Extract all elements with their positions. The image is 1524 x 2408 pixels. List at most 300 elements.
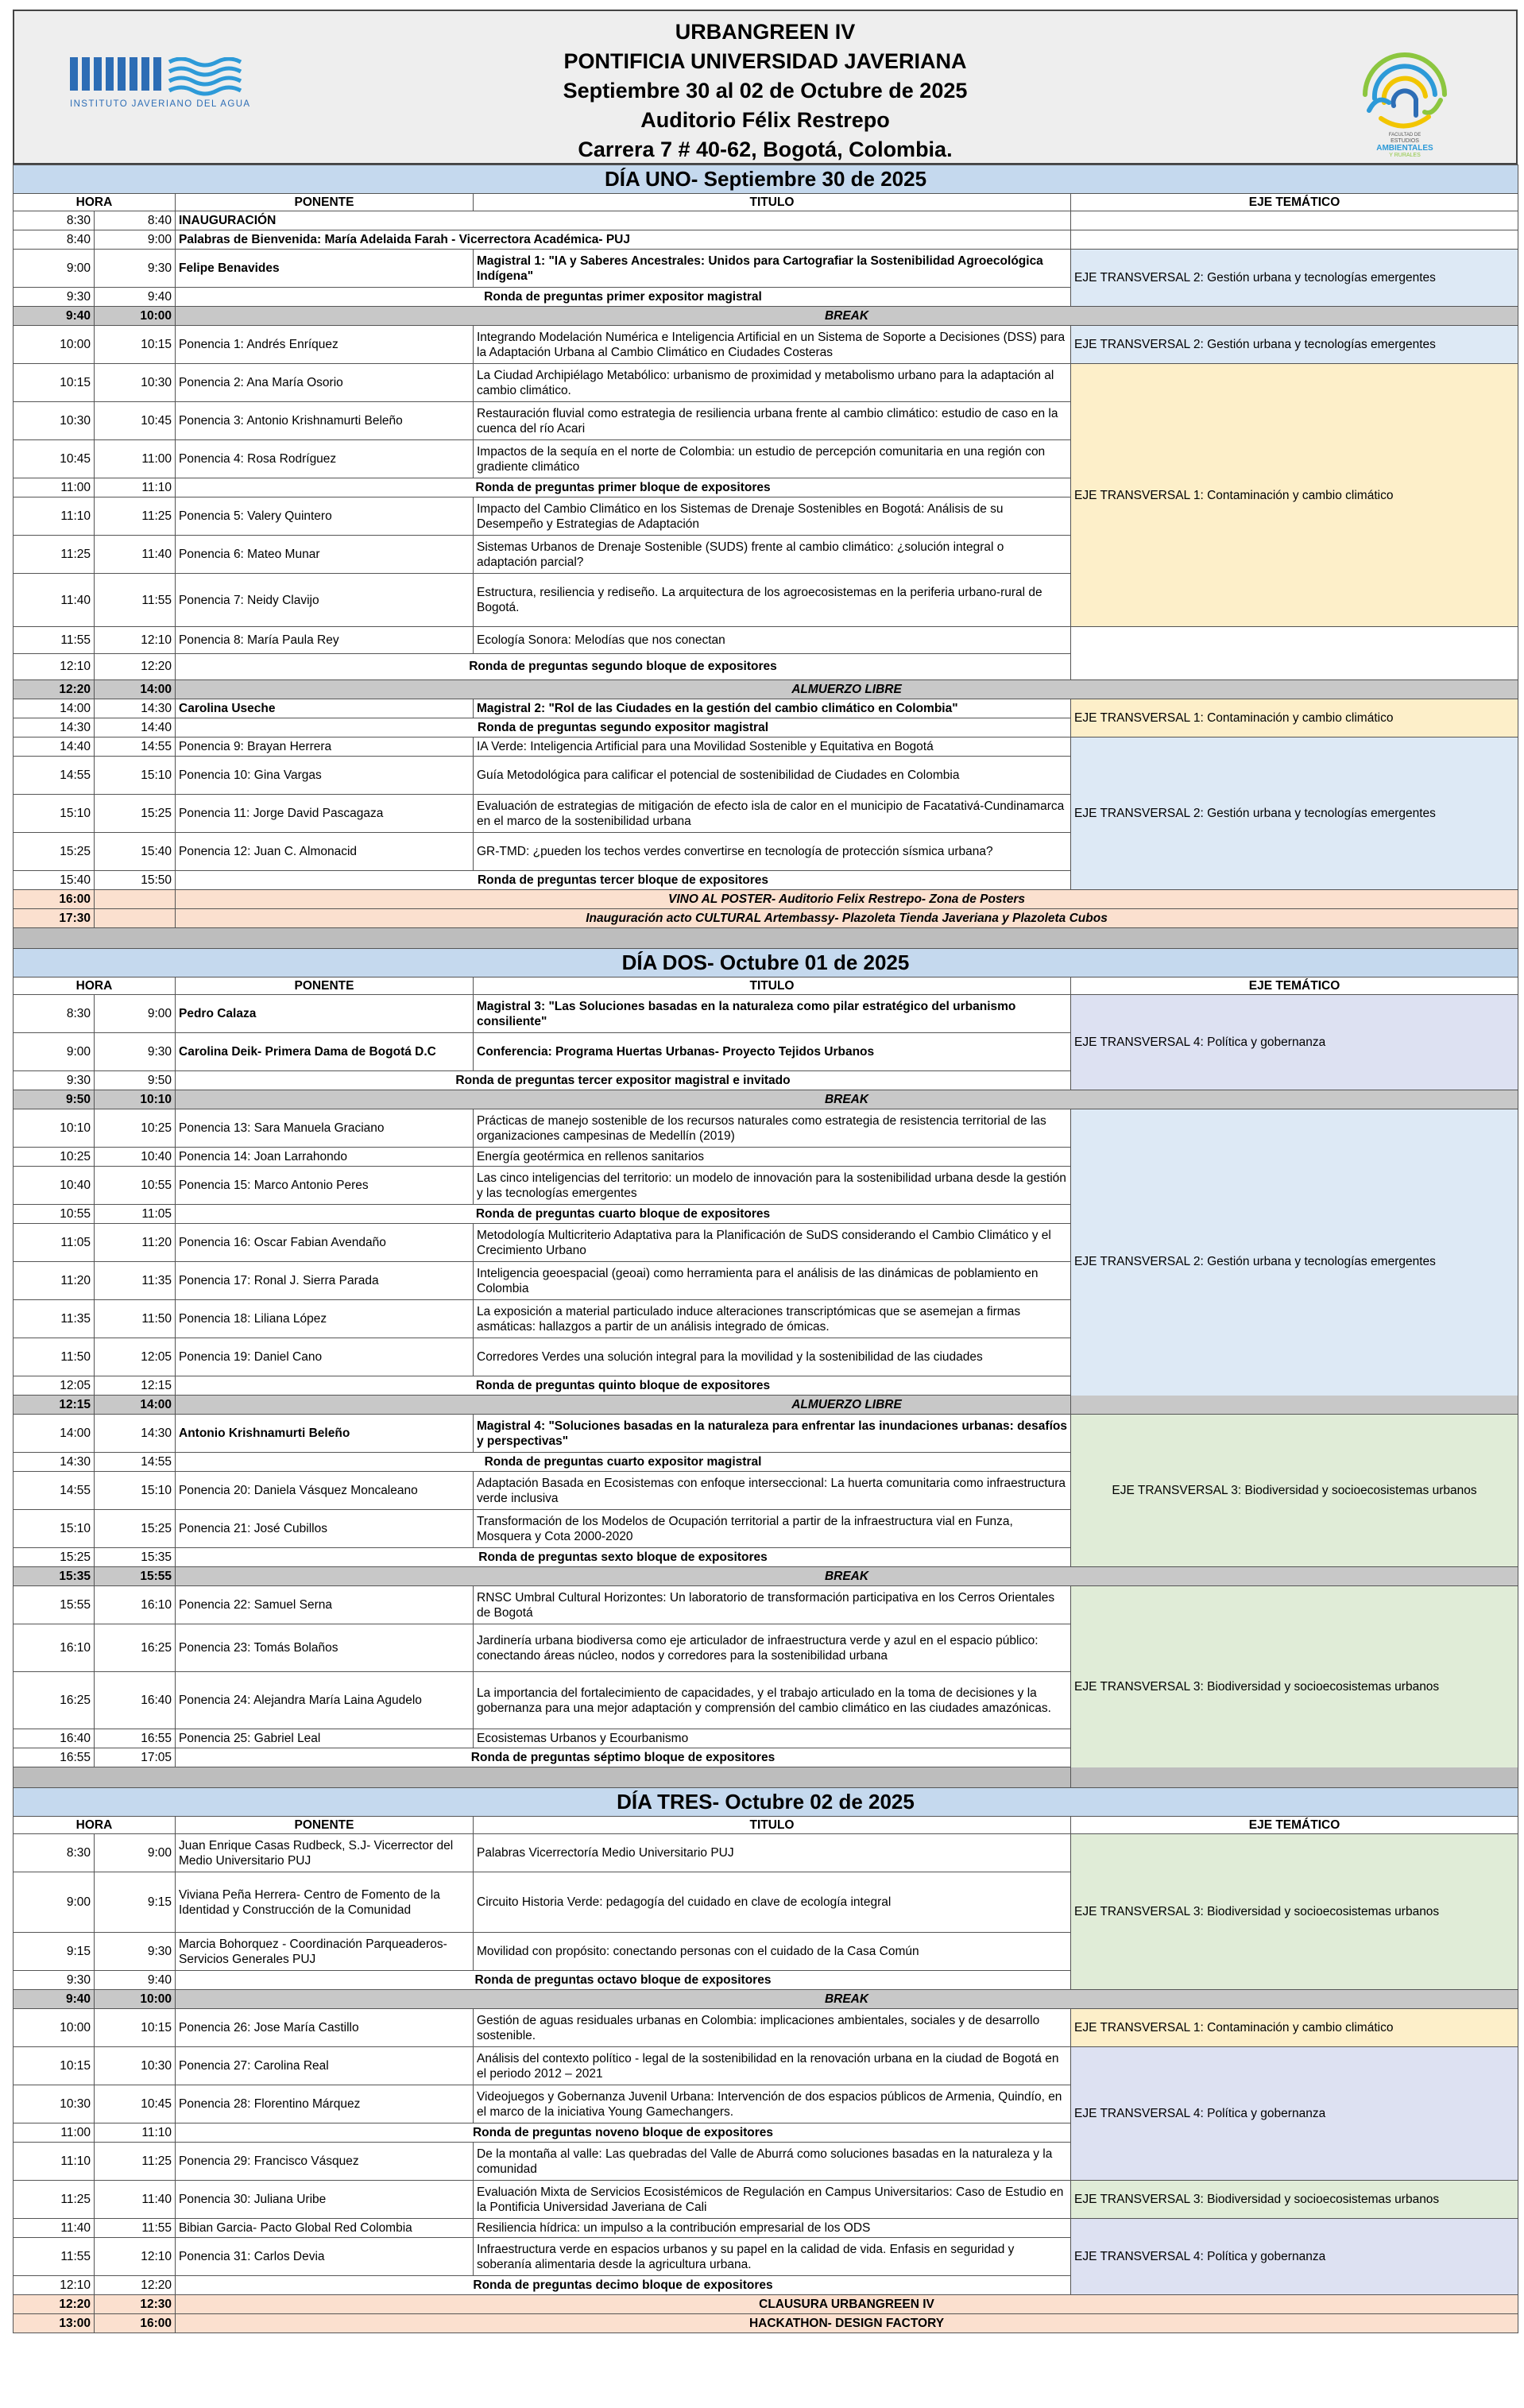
speaker: Carolina Useche [176,699,474,718]
end-time: 15:10 [95,1472,176,1510]
speaker: Ponencia 5: Valery Quintero [176,497,474,536]
speaker: Ponencia 7: Neidy Clavijo [176,574,474,627]
start-time: 15:55 [14,1586,95,1624]
start-time: 13:00 [14,2314,95,2333]
start-time: 8:30 [14,995,95,1033]
end-time: 14:30 [95,699,176,718]
talk-row [14,1586,1518,1624]
column-header-row [14,1817,1518,1834]
start-time: 14:30 [14,718,95,737]
end-time: 16:40 [95,1672,176,1729]
talk-row [14,699,1518,718]
start-time: 11:55 [14,2238,95,2276]
start-time: 10:30 [14,2085,95,2123]
break-label: ALMUERZO LIBRE [176,1396,1518,1415]
day-header [14,949,1518,978]
talk-row [14,995,1518,1033]
start-time: 15:40 [14,871,95,890]
end-time: 12:15 [95,1376,176,1396]
talk-title: Guía Metodológica para calificar el potencial de sostenibilidad de Ciudades en Colombia [474,757,1071,795]
right-logo-caption-3: AMBIENTALES [1376,144,1433,153]
col-eje: EJE TEMÁTICO [1071,194,1518,211]
col-ponente: PONENTE [176,1817,474,1834]
start-time: 9:30 [14,288,95,307]
start-time: 11:40 [14,2219,95,2238]
right-logo-caption-2: ESTUDIOS [1391,138,1419,144]
speaker: Ponencia 27: Carolina Real [176,2047,474,2085]
start-time: 14:55 [14,1472,95,1510]
end-time: 10:40 [95,1148,176,1167]
talk-title: Magistral 4: "Soluciones basadas en la naturaleza para enfrentar las inundaciones urbanas: desafíos y perspectivas" [474,1415,1071,1453]
eje-empty [1071,230,1518,250]
end-time: 10:00 [95,307,176,326]
end-time: 9:40 [95,1971,176,1990]
talk-row [14,250,1518,288]
start-time: 15:25 [14,1548,95,1567]
start-time: 14:00 [14,1415,95,1453]
break-row [14,1990,1518,2009]
speaker: Carolina Deik- Primera Dama de Bogotá D.C [176,1033,474,1071]
speaker: Viviana Peña Herrera- Centro de Fomento de la Identidad y Construcción de la Comunidad [176,1872,474,1933]
speaker: Ponencia 21: José Cubillos [176,1510,474,1548]
col-eje: EJE TEMÁTICO [1071,1817,1518,1834]
talk-title: Metodología Multicriterio Adaptativa para la Planificación de SuDS considerando el Cambio Climático y el Crecimiento Urbano [474,1224,1071,1262]
speaker: Felipe Benavides [176,250,474,288]
day-title: DÍA UNO- Septiembre 30 de 2025 [14,165,1518,194]
start-time: 10:55 [14,1205,95,1224]
start-time: 11:40 [14,574,95,627]
col-ponente: PONENTE [176,194,474,211]
schedule-table [13,165,1518,2333]
speaker: Ponencia 31: Carlos Devia [176,2238,474,2276]
start-time: 14:55 [14,757,95,795]
end-time: 10:45 [95,2085,176,2123]
event-row [14,2295,1518,2314]
end-time [95,909,176,928]
start-time: 16:55 [14,1748,95,1767]
speaker: Ponencia 23: Tomás Bolaños [176,1624,474,1672]
start-time: 15:10 [14,795,95,833]
talk-title: Análisis del contexto político - legal de la sostenibilidad en la renovación urbana en la ciudad de Bogotá en el periodo 2012 – 2021 [474,2047,1071,2085]
question-round-label: Ronda de preguntas tercer bloque de expositores [176,871,1071,890]
question-round-label: Ronda de preguntas cuarto expositor magistral [176,1453,1071,1472]
question-round-label: Ronda de preguntas octavo bloque de expositores [176,1971,1071,1990]
speaker: Ponencia 19: Daniel Cano [176,1338,474,1376]
speaker: Ponencia 2: Ana María Osorio [176,364,474,402]
start-time: 16:00 [14,890,95,909]
end-time: 11:10 [95,478,176,497]
talk-row [14,1415,1518,1453]
end-time: 15:10 [95,757,176,795]
talk-title: Impactos de la sequía en el norte de Colombia: un estudio de percepción comunitaria en una región con gradiente climático [474,440,1071,478]
speaker: Juan Enrique Casas Rudbeck, S.J- Vicerrector del Medio Universitario PUJ [176,1834,474,1872]
speaker: Ponencia 15: Marco Antonio Peres [176,1167,474,1205]
start-time: 9:00 [14,1033,95,1071]
end-time: 9:00 [95,230,176,250]
start-time: 10:45 [14,440,95,478]
talk-title: Videojuegos y Gobernanza Juvenil Urbana: Intervención de dos espacios públicos de Armenia, Quindío, en el marco de la iniciativa Young Gamechangers. [474,2085,1071,2123]
talk-title: Restauración fluvial como estrategia de resiliencia urbana frente al cambio climático: estudio de caso en la cuenca del río Acari [474,402,1071,440]
question-round-label: Ronda de preguntas segundo expositor magistral [176,718,1071,737]
speaker: Ponencia 9: Brayan Herrera [176,737,474,757]
start-time: 8:30 [14,1834,95,1872]
start-time: 9:30 [14,1971,95,1990]
talk-title: RNSC Umbral Cultural Horizontes: Un laboratorio de transformación participativa en los Cerros Orientales de Bogotá [474,1586,1071,1624]
thematic-axis: EJE TRANSVERSAL 4: Política y gobernanza [1071,2047,1518,2181]
start-time: 9:30 [14,1071,95,1090]
start-time: 10:00 [14,2009,95,2047]
end-time: 14:00 [95,680,176,699]
col-titulo: TITULO [474,194,1071,211]
end-time: 10:15 [95,326,176,364]
start-time: 12:20 [14,2295,95,2314]
break-row [14,1567,1518,1586]
speaker: Ponencia 8: María Paula Rey [176,627,474,654]
start-time: 16:40 [14,1729,95,1748]
talk-title: Sistemas Urbanos de Drenaje Sostenible (SUDS) frente al cambio climático: ¿solución integral o adaptación parcial? [474,536,1071,574]
opening-label: INAUGURACIÓN [176,211,1071,230]
talk-title: Corredores Verdes una solución integral para la movilidad y la sostenibilidad de las ciudades [474,1338,1071,1376]
break-label: BREAK [176,1090,1518,1109]
start-time: 9:00 [14,1872,95,1933]
end-time [95,890,176,909]
talk-row [14,737,1518,757]
header-line-3: Septiembre 30 al 02 de Octubre de 2025 [563,79,968,103]
end-time: 9:50 [95,1071,176,1090]
end-time: 14:30 [95,1415,176,1453]
talk-title: Conferencia: Programa Huertas Urbanas- Proyecto Tejidos Urbanos [474,1033,1071,1071]
thematic-axis: EJE TRANSVERSAL 2: Gestión urbana y tecnologías emergentes [1071,326,1518,364]
question-round-row [14,653,1518,680]
thematic-axis: EJE TRANSVERSAL 3: Biodiversidad y socioecosistemas urbanos [1071,1415,1518,1567]
start-time: 10:10 [14,1109,95,1148]
end-time: 14:55 [95,1453,176,1472]
speaker: Ponencia 1: Andrés Enríquez [176,326,474,364]
talk-title: Palabras Vicerrectoría Medio Universitario PUJ [474,1834,1071,1872]
talk-title: Integrando Modelación Numérica e Inteligencia Artificial en un Sistema de Soporte a Decisiones (DSS) para la Adaptación Urbana al Cambio Climático en Ciudades Costeras [474,326,1071,364]
talk-row [14,627,1518,654]
talk-title: La Ciudad Archipiélago Metabólico: urbanismo de proximidad y metabolismo urbano para la adaptación al cambio climático. [474,364,1071,402]
talk-title: Magistral 2: "Rol de las Ciudades en la gestión del cambio climático en Colombia" [474,699,1071,718]
start-time: 12:10 [14,2276,95,2295]
end-time: 16:25 [95,1624,176,1672]
column-header-row [14,978,1518,995]
end-time: 9:30 [95,250,176,288]
end-time: 12:10 [95,627,176,654]
break-row [14,1396,1518,1415]
start-time: 8:40 [14,230,95,250]
speaker: Ponencia 24: Alejandra María Laina Agudelo [176,1672,474,1729]
start-time: 11:25 [14,2181,95,2219]
header-line-4: Auditorio Félix Restrepo [640,108,890,132]
speaker: Ponencia 10: Gina Vargas [176,757,474,795]
talk-title: Adaptación Basada en Ecosistemas con enfoque interseccional: La huerta comunitaria como infraestructura verde inclusiva [474,1472,1071,1510]
start-time: 11:10 [14,2143,95,2181]
end-time: 11:20 [95,1224,176,1262]
talk-title: La exposición a material particulado induce alteraciones transcriptómicas que se asemejan a firmas asmáticas: hallazgos a partir de un análisis integrado de ómicas. [474,1300,1071,1338]
speaker: Ponencia 6: Mateo Munar [176,536,474,574]
break-row [14,1090,1518,1109]
end-time: 14:00 [95,1396,176,1415]
end-time: 11:25 [95,2143,176,2181]
start-time: 11:25 [14,536,95,574]
day-separator [14,1767,1518,1788]
start-time: 11:55 [14,627,95,654]
break-label: ALMUERZO LIBRE [176,680,1518,699]
end-time: 11:00 [95,440,176,478]
question-round-label: Ronda de preguntas primer bloque de expositores [176,478,1071,497]
talk-row [14,326,1518,364]
talk-title: Evaluación Mixta de Servicios Ecosistémicos de Regulación en Campus Universitarios: Caso de Estudio en la Pontificia Universidad Javeriana de Cali [474,2181,1071,2219]
speaker: Ponencia 11: Jorge David Pascagaza [176,795,474,833]
start-time: 11:20 [14,1262,95,1300]
end-time: 9:00 [95,1834,176,1872]
speaker: Ponencia 26: Jose María Castillo [176,2009,474,2047]
start-time: 10:15 [14,364,95,402]
end-time: 10:45 [95,402,176,440]
end-time: 14:40 [95,718,176,737]
speaker: Ponencia 16: Oscar Fabian Avendaño [176,1224,474,1262]
talk-title: Transformación de los Modelos de Ocupación territorial a partir de la infraestructura vial en Funza, Mosquera y Cota 2000-2020 [474,1510,1071,1548]
thematic-axis: EJE TRANSVERSAL 1: Contaminación y cambio climático [1071,699,1518,737]
talk-title: Circuito Historia Verde: pedagogía del cuidado en clave de ecología integral [474,1872,1071,1933]
talk-title: Las cinco inteligencias del territorio: un modelo de innovación para la sostenibilidad urbana desde la gestión y las tecnologías emergentes [474,1167,1071,1205]
end-time: 16:00 [95,2314,176,2333]
col-eje: EJE TEMÁTICO [1071,978,1518,995]
end-time: 10:30 [95,364,176,402]
start-time: 11:10 [14,497,95,536]
end-time: 11:25 [95,497,176,536]
start-time: 9:40 [14,307,95,326]
thematic-axis: EJE TRANSVERSAL 2: Gestión urbana y tecnologías emergentes [1071,250,1518,307]
question-round-label: Ronda de preguntas segundo bloque de expositores [176,653,1071,680]
start-time: 14:40 [14,737,95,757]
break-row [14,680,1518,699]
left-logo-caption: INSTITUTO JAVERIANO DEL AGUA [70,99,251,109]
talk-title: IA Verde: Inteligencia Artificial para una Movilidad Sostenible y Equitativa en Bogotá [474,737,1071,757]
end-time: 15:35 [95,1548,176,1567]
start-time: 10:30 [14,402,95,440]
end-time: 12:10 [95,2238,176,2276]
talk-title: La importancia del fortalecimiento de capacidades, y el trabajo articulado en la toma de decisiones y la gobernanza para una mejor adaptación y comprensión del cambio climático en las ciudades amazónicas. [474,1672,1071,1729]
start-time: 11:00 [14,2123,95,2143]
start-time: 14:30 [14,1453,95,1472]
event-row [14,890,1518,909]
question-round-label: Ronda de preguntas séptimo bloque de expositores [176,1748,1071,1767]
start-time: 10:25 [14,1148,95,1167]
start-time: 15:25 [14,833,95,871]
day-title: DÍA TRES- Octubre 02 de 2025 [14,1788,1518,1817]
thematic-axis: EJE TRANSVERSAL 3: Biodiversidad y socioecosistemas urbanos [1071,2181,1518,2219]
thematic-axis: EJE TRANSVERSAL 2: Gestión urbana y tecnologías emergentes [1071,1109,1518,1415]
start-time: 9:40 [14,1990,95,2009]
schedule-page [13,10,1518,2333]
day-header [14,165,1518,194]
col-hora: HORA [14,978,176,995]
start-time: 11:05 [14,1224,95,1262]
thematic-axis: EJE TRANSVERSAL 4: Política y gobernanza [1071,2219,1518,2295]
end-time: 16:10 [95,1586,176,1624]
start-time: 15:35 [14,1567,95,1586]
talk-title: Inteligencia geoespacial (geoai) como herramienta para el análisis de las dinámicas de poblamiento en Colombia [474,1262,1071,1300]
end-time: 9:15 [95,1872,176,1933]
thematic-axis: EJE TRANSVERSAL 4: Política y gobernanza [1071,995,1518,1090]
speaker: Ponencia 25: Gabriel Leal [176,1729,474,1748]
end-time: 10:30 [95,2047,176,2085]
talk-title: Ecología Sonora: Melodías que nos conectan [474,627,1071,654]
end-time: 11:50 [95,1300,176,1338]
end-time: 9:00 [95,995,176,1033]
end-time: 11:35 [95,1262,176,1300]
end-time: 9:40 [95,288,176,307]
start-time: 16:25 [14,1672,95,1729]
end-time: 14:55 [95,737,176,757]
day-title: DÍA DOS- Octubre 01 de 2025 [14,949,1518,978]
end-time: 16:55 [95,1729,176,1748]
end-time: 15:25 [95,1510,176,1548]
event-label: HACKATHON- DESIGN FACTORY [176,2314,1518,2333]
end-time: 12:30 [95,2295,176,2314]
speaker: Pedro Calaza [176,995,474,1033]
speaker: Ponencia 28: Florentino Márquez [176,2085,474,2123]
thematic-axis: EJE TRANSVERSAL 2: Gestión urbana y tecnologías emergentes [1071,737,1518,890]
thematic-axis: EJE TRANSVERSAL 3: Biodiversidad y socioecosistemas urbanos [1071,1834,1518,1990]
end-time: 15:25 [95,795,176,833]
end-time: 11:10 [95,2123,176,2143]
speaker: Ponencia 30: Juliana Uribe [176,2181,474,2219]
end-time: 9:30 [95,1033,176,1071]
end-time: 10:55 [95,1167,176,1205]
start-time: 12:05 [14,1376,95,1396]
break-label: BREAK [176,1567,1518,1586]
end-time: 11:05 [95,1205,176,1224]
end-time: 15:50 [95,871,176,890]
speaker: Ponencia 22: Samuel Serna [176,1586,474,1624]
talk-row [14,1109,1518,1148]
break-label: BREAK [176,1990,1518,2009]
end-time: 12:20 [95,2276,176,2295]
talk-title: Impacto del Cambio Climático en los Sistemas de Drenaje Sostenibles en Bogotá: Análisis de su Desempeño y Estrategias de Adaptación [474,497,1071,536]
question-round-label: Ronda de preguntas cuarto bloque de expositores [176,1205,1071,1224]
speaker: Ponencia 13: Sara Manuela Graciano [176,1109,474,1148]
start-time: 11:00 [14,478,95,497]
start-time: 12:20 [14,680,95,699]
talk-title: Magistral 1: "IA y Saberes Ancestrales: Unidos para Cartografiar la Sostenibilidad Agroecológica Indígena" [474,250,1071,288]
separator-cell [14,928,1518,949]
question-round-label: Ronda de preguntas primer expositor magistral [176,288,1071,307]
speaker: Ponencia 17: Ronal J. Sierra Parada [176,1262,474,1300]
event-label: Inauguración acto CULTURAL Artembassy- Plazoleta Tienda Javeriana y Plazoleta Cubos [176,909,1518,928]
talk-title: De la montaña al valle: Las quebradas del Valle de Aburrá como soluciones basadas en la naturaleza y la comunidad [474,2143,1071,2181]
event-row [14,2314,1518,2333]
talk-title: Estructura, resiliencia y rediseño. La arquitectura de los agroecosistemas en la periferia urbano-rural de Bogotá. [474,574,1071,627]
talk-title: Energía geotérmica en rellenos sanitarios [474,1148,1071,1167]
speaker: Ponencia 18: Liliana López [176,1300,474,1338]
talk-title: GR-TMD: ¿pueden los techos verdes convertirse en tecnología de protección sísmica urbana? [474,833,1071,871]
question-round-label: Ronda de preguntas decimo bloque de expositores [176,2276,1071,2295]
speaker: Ponencia 3: Antonio Krishnamurti Beleño [176,402,474,440]
speaker: Ponencia 12: Juan C. Almonacid [176,833,474,871]
right-logo-caption-1: FACULTAD DE [1388,133,1421,137]
end-time: 17:05 [95,1748,176,1767]
end-time: 10:25 [95,1109,176,1148]
start-time: 16:10 [14,1624,95,1672]
thematic-axis: EJE TRANSVERSAL 1: Contaminación y cambio climático [1071,2009,1518,2047]
facultad-estudios-ambientales-logo [1349,23,1460,158]
start-time: 17:30 [14,909,95,928]
col-hora: HORA [14,1817,176,1834]
talk-title: Prácticas de manejo sostenible de los recursos naturales como estrategia de resistencia territorial de las organizaciones campesinas de Medellín (2019) [474,1109,1071,1148]
header-line-1: URBANGREEN IV [675,20,856,44]
end-time: 12:05 [95,1338,176,1376]
talk-row [14,2009,1518,2047]
break-label: BREAK [176,307,1518,326]
start-time: 9:00 [14,250,95,288]
talk-title: Resiliencia hídrica: un impulso a la contribución empresarial de los ODS [474,2219,1071,2238]
end-time: 11:55 [95,2219,176,2238]
start-time: 9:15 [14,1933,95,1971]
talk-row [14,364,1518,402]
day-header [14,1788,1518,1817]
talk-title: Ecosistemas Urbanos y Ecourbanismo [474,1729,1071,1748]
talk-title: Infraestructura verde en espacios urbanos y su papel en la calidad de vida. Enfasis en seguridad y soberanía alimentaria desde la agricultura urbana. [474,2238,1071,2276]
opening-label: Palabras de Bienvenida: María Adelaida Farah - Vicerrectora Académica- PUJ [176,230,1071,250]
speaker: Ponencia 14: Joan Larrahondo [176,1148,474,1167]
talk-row [14,2047,1518,2085]
talk-row [14,2219,1518,2238]
separator-cell [14,1767,1518,1788]
talk-title: Movilidad con propósito: conectando personas con el cuidado de la Casa Común [474,1933,1071,1971]
end-time: 11:40 [95,2181,176,2219]
right-logo-caption-4: Y RURALES [1389,153,1421,158]
start-time: 8:30 [14,211,95,230]
end-time: 12:20 [95,653,176,680]
talk-row [14,1834,1518,1872]
end-time: 8:40 [95,211,176,230]
end-time: 10:10 [95,1090,176,1109]
talk-title: Magistral 3: "Las Soluciones basadas en la naturaleza como pilar estratégico del urbanismo consiliente" [474,995,1071,1033]
start-time: 11:50 [14,1338,95,1376]
start-time: 14:00 [14,699,95,718]
end-time: 11:55 [95,574,176,627]
col-titulo: TITULO [474,1817,1071,1834]
col-hora: HORA [14,194,176,211]
speaker: Ponencia 29: Francisco Vásquez [176,2143,474,2181]
end-time: 11:40 [95,536,176,574]
event-label: CLAUSURA URBANGREEN IV [176,2295,1518,2314]
end-time: 9:30 [95,1933,176,1971]
question-round-label: Ronda de preguntas tercer expositor magistral e invitado [176,1071,1071,1090]
question-round-label: Ronda de preguntas noveno bloque de expositores [176,2123,1071,2143]
col-titulo: TITULO [474,978,1071,995]
header-line-2: PONTIFICIA UNIVERSIDAD JAVERIANA [563,49,967,73]
start-time: 12:10 [14,653,95,680]
opening-row [14,230,1518,250]
day-separator [14,928,1518,949]
event-row [14,909,1518,928]
event-header [13,10,1518,165]
event-label: VINO AL POSTER- Auditorio Felix Restrepo- Zona de Posters [176,890,1518,909]
end-time: 15:55 [95,1567,176,1586]
speaker: Bibian Garcia- Pacto Global Red Colombia [176,2219,474,2238]
thematic-axis: EJE TRANSVERSAL 3: Biodiversidad y socioecosistemas urbanos [1071,1586,1518,1788]
talk-row [14,2181,1518,2219]
start-time: 12:15 [14,1396,95,1415]
speaker: Ponencia 20: Daniela Vásquez Moncaleano [176,1472,474,1510]
col-ponente: PONENTE [176,978,474,995]
start-time: 10:15 [14,2047,95,2085]
end-time: 15:40 [95,833,176,871]
